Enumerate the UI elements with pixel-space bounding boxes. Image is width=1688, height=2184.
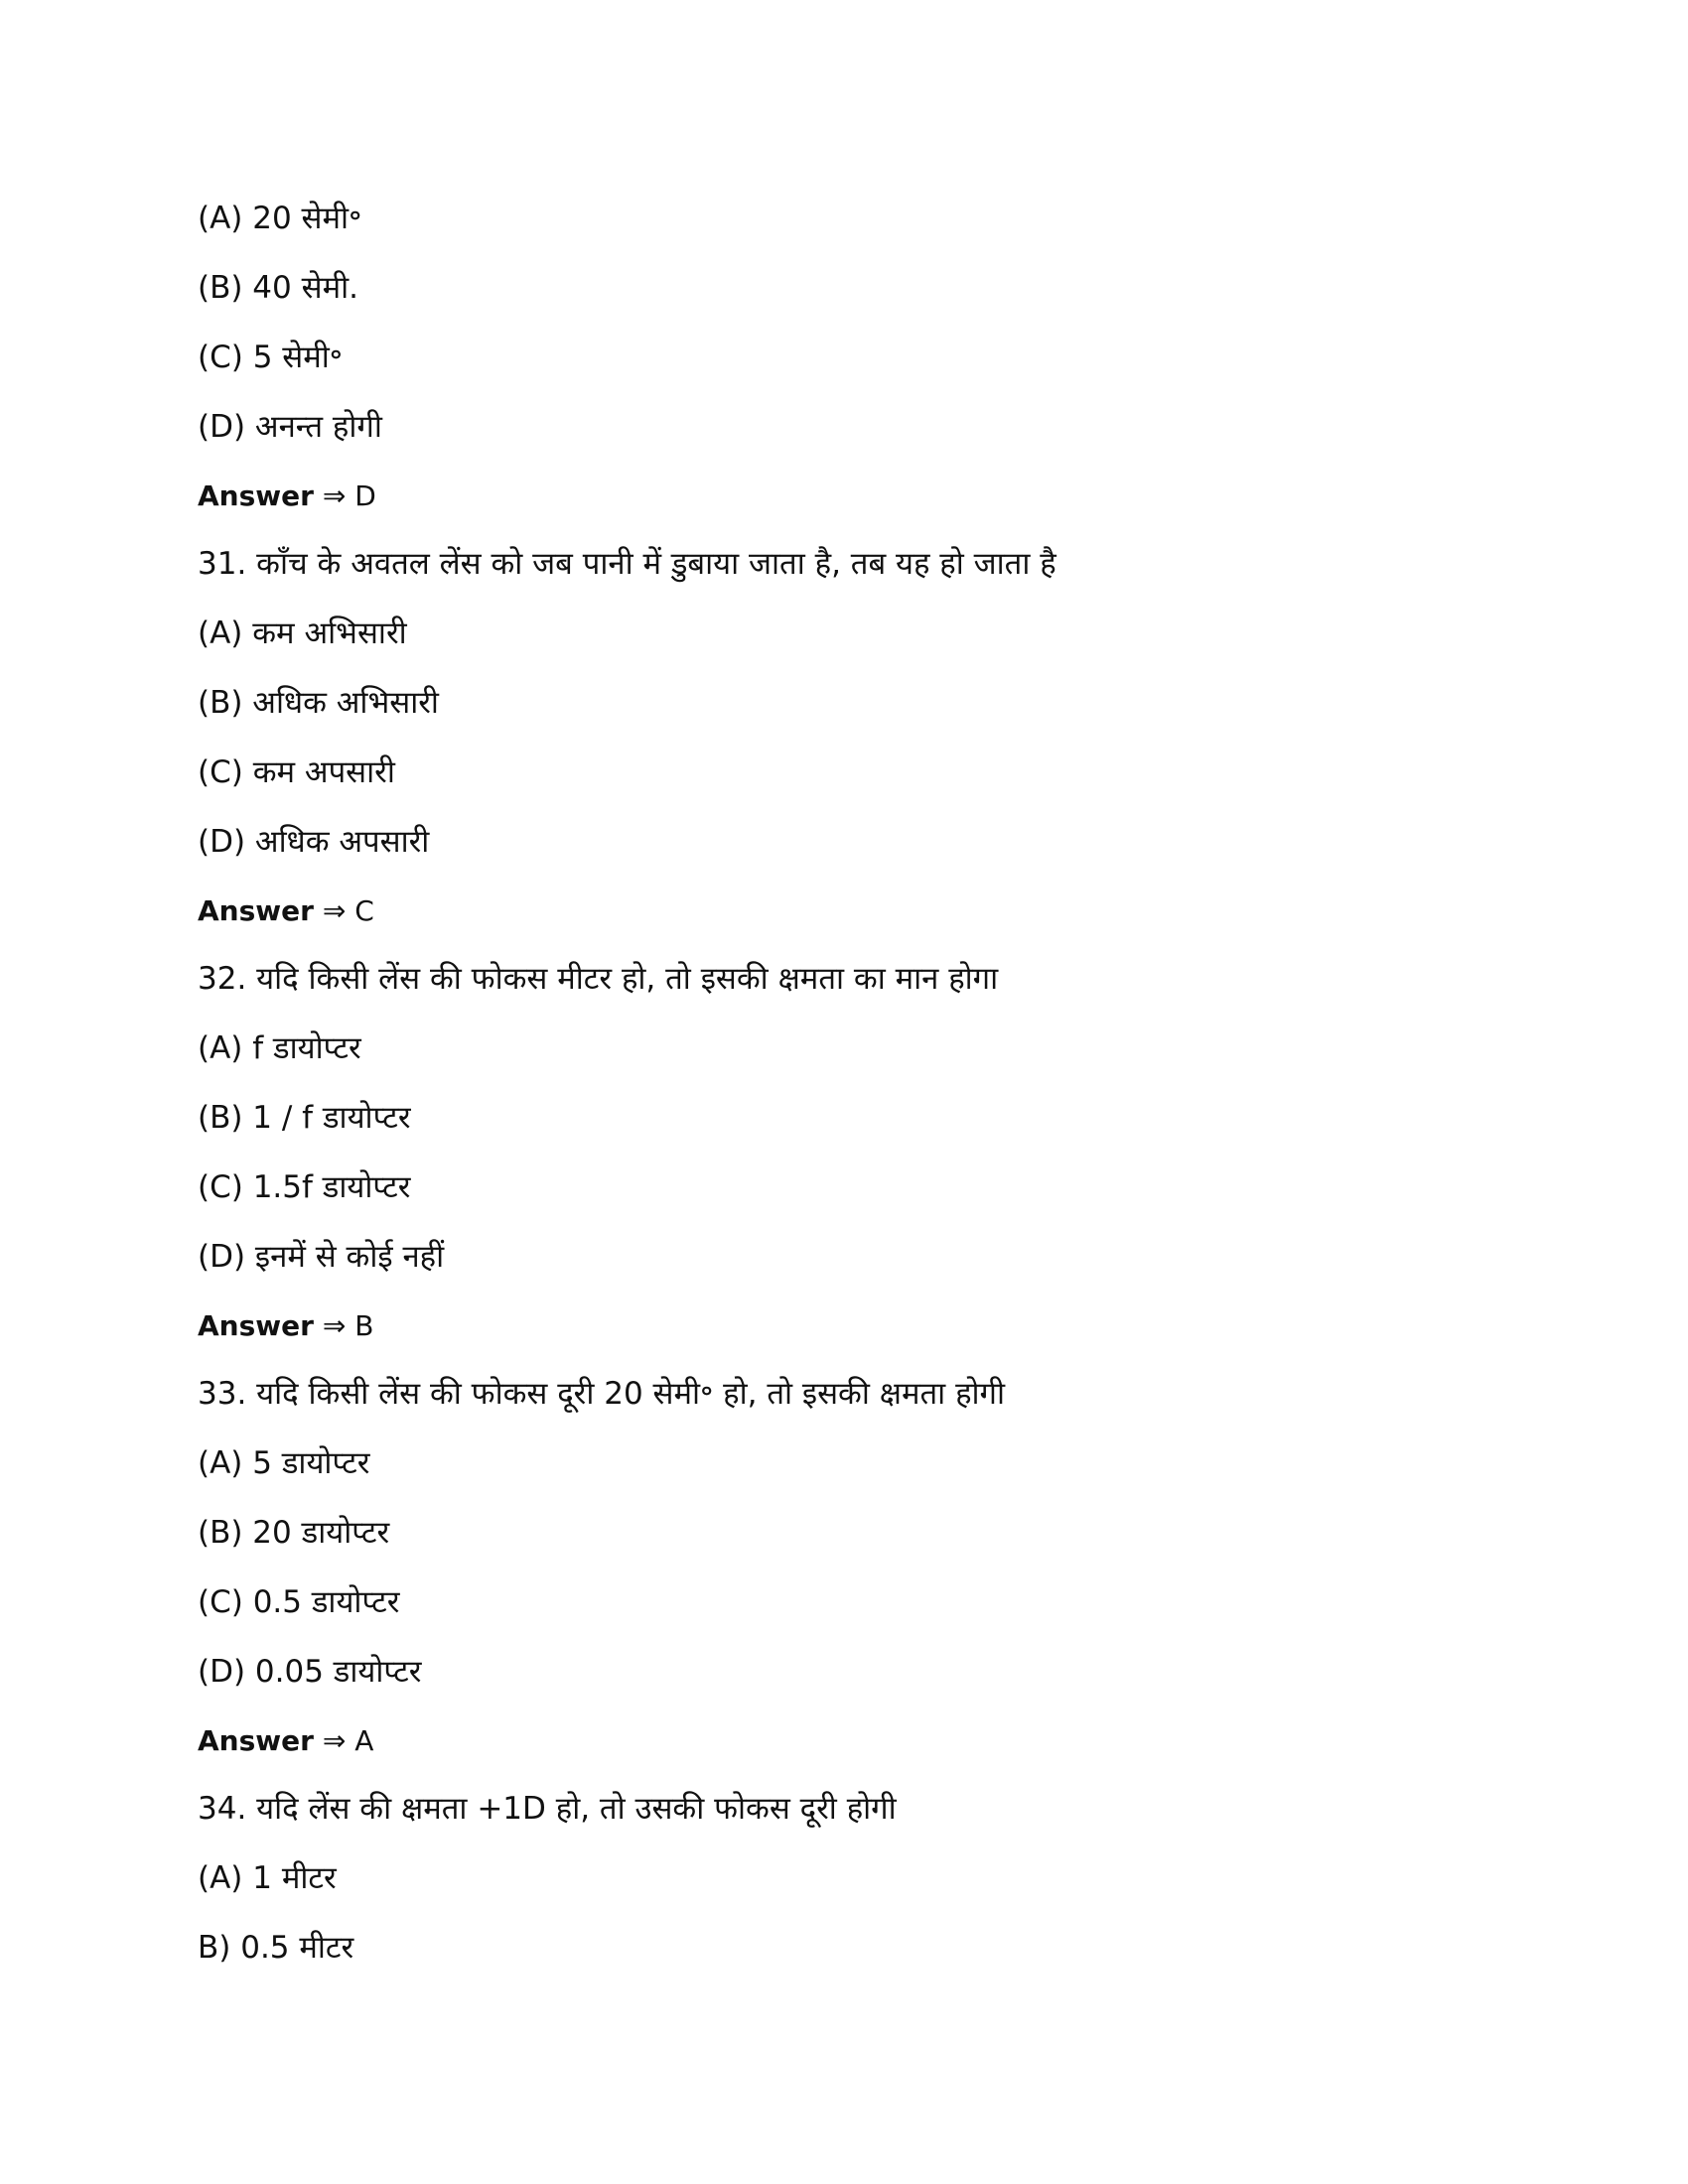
answer-line <box>198 1306 373 1346</box>
option-line: (D) अनन्त होगी <box>198 409 382 445</box>
answer-line <box>198 1721 373 1761</box>
option-line: (C) कम अपसारी <box>198 754 395 790</box>
option-line: (B) 20 डायोप्टर <box>198 1515 390 1551</box>
option-line: B) 0.5 मीटर <box>198 1930 354 1966</box>
option-line: (A) f डायोप्टर <box>198 1030 361 1066</box>
option-line: (B) अधिक अभिसारी <box>198 685 439 721</box>
option-line: (D) 0.05 डायोप्टर <box>198 1654 422 1690</box>
answer-line <box>198 891 374 931</box>
answer-value: ⇒ A <box>322 1724 374 1757</box>
option-line: (A) कम अभिसारी <box>198 615 407 651</box>
option-line: (A) 20 सेमी॰ <box>198 201 362 236</box>
option-line: (C) 0.5 डायोप्टर <box>198 1584 400 1620</box>
option-line: (C) 1.5f डायोप्टर <box>198 1169 411 1205</box>
answer-label: Answer <box>198 479 314 512</box>
question-text: 33. यदि किसी लेंस की फोकस दूरी 20 सेमी॰ हो, तो इसकी क्षमता होगी <box>198 1376 1006 1412</box>
answer-label: Answer <box>198 894 314 927</box>
answer-label: Answer <box>198 1724 314 1757</box>
answer-value: ⇒ D <box>322 479 376 512</box>
answer-line <box>198 477 376 516</box>
option-line: (D) अधिक अपसारी <box>198 824 430 860</box>
answer-value: ⇒ C <box>322 894 374 927</box>
answer-value: ⇒ B <box>322 1309 374 1342</box>
option-line: (A) 5 डायोप्टर <box>198 1445 370 1481</box>
option-line: (C) 5 सेमी॰ <box>198 340 343 375</box>
option-line: (D) इनमें से कोई नहीं <box>198 1239 445 1275</box>
option-line: (B) 40 सेमी. <box>198 270 358 306</box>
option-line: (B) 1 / f डायोप्टर <box>198 1100 411 1136</box>
question-text: 34. यदि लेंस की क्षमता +1D हो, तो उसकी फोकस दूरी होगी <box>198 1791 897 1827</box>
question-text: 32. यदि किसी लेंस की फोकस मीटर हो, तो इसकी क्षमता का मान होगा <box>198 961 999 997</box>
question-text: 31. काँच के अवतल लेंस को जब पानी में डुबाया जाता है, तब यह हो जाता है <box>198 546 1056 582</box>
option-line: (A) 1 मीटर <box>198 1860 337 1896</box>
answer-label: Answer <box>198 1309 314 1342</box>
